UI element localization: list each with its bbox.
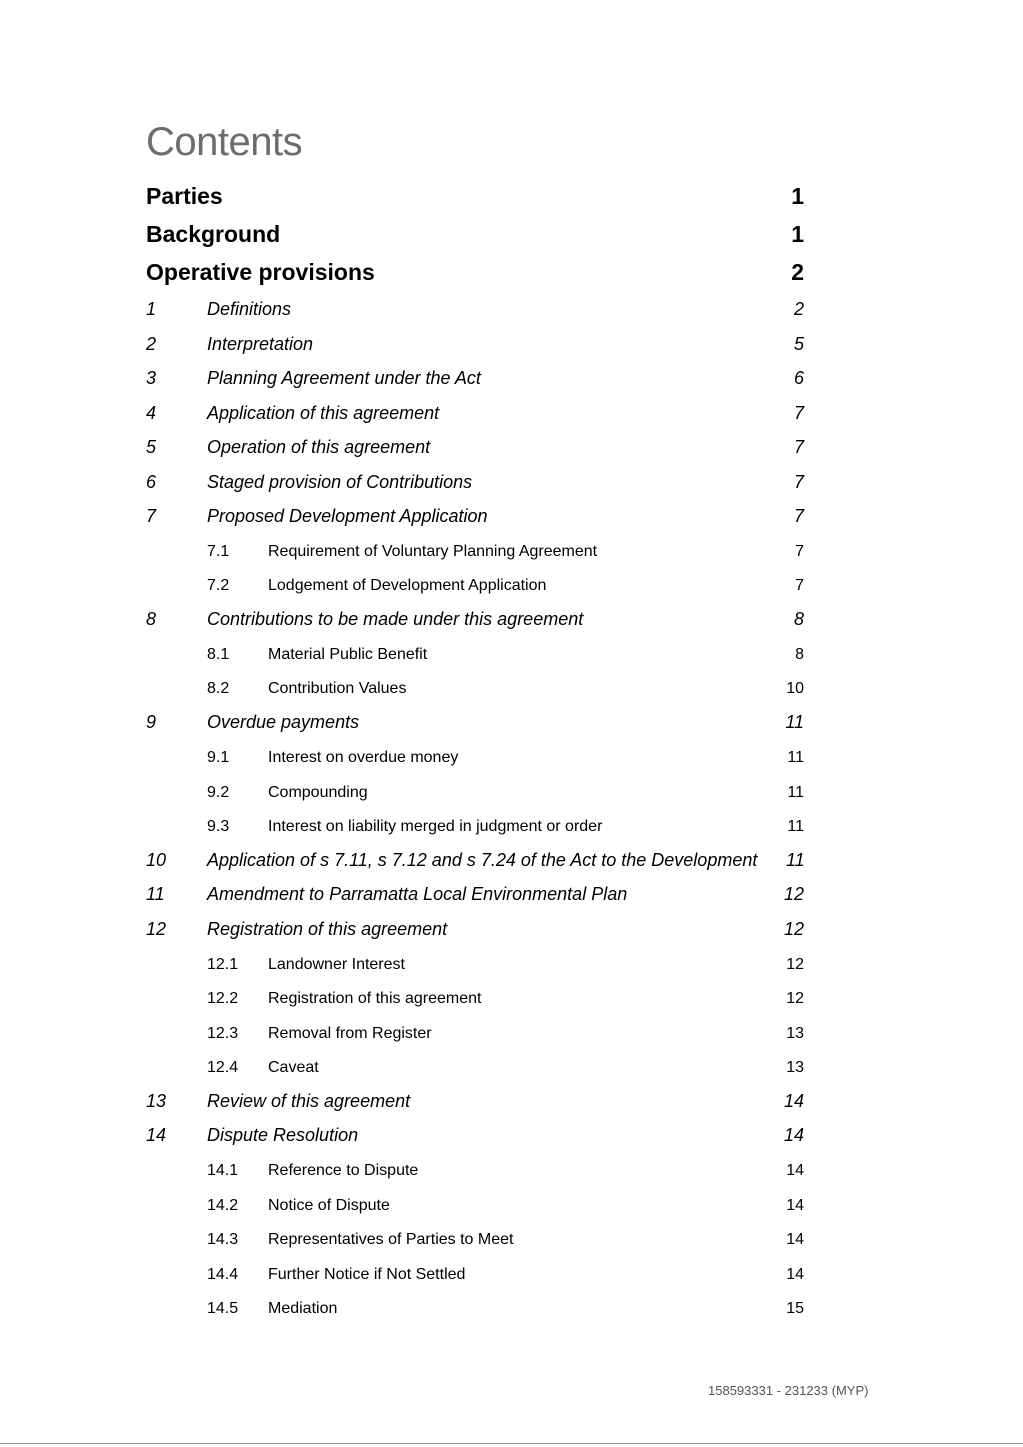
toc-label: Caveat: [268, 1059, 319, 1076]
toc-page-number: 11: [787, 784, 804, 801]
toc-page-number: 14: [786, 1162, 804, 1179]
toc-label: Lodgement of Development Application: [268, 577, 547, 594]
toc-label: Interest on overdue money: [268, 749, 459, 766]
toc-number: 9: [146, 712, 157, 732]
toc-number: 12.4: [207, 1059, 239, 1076]
toc-number: 14.4: [207, 1266, 239, 1283]
toc-label: Background: [146, 221, 281, 247]
toc-page-number: 14: [783, 1091, 804, 1111]
toc-label: Mediation: [268, 1300, 338, 1317]
toc-label: Landowner Interest: [268, 956, 405, 973]
toc-label: Reference to Dispute: [268, 1162, 419, 1179]
toc-label: Compounding: [268, 784, 368, 801]
toc-page-number: 7: [793, 437, 804, 457]
toc-number: 7: [146, 506, 157, 526]
toc-number: 14: [146, 1125, 167, 1145]
toc-page-number: 5: [793, 334, 804, 354]
toc-label: Material Public Benefit: [268, 646, 428, 663]
toc-page-number: 12: [783, 884, 804, 904]
toc-page-number: 7: [795, 543, 804, 560]
toc-number: 4: [146, 403, 157, 423]
toc-number: 7.1: [207, 543, 230, 560]
toc-label: Further Notice if Not Settled: [268, 1266, 466, 1283]
toc-page-number: 10: [786, 680, 804, 697]
toc-number: 14.1: [207, 1162, 239, 1179]
toc-number: 9.3: [207, 818, 230, 835]
toc-label: Parties: [146, 183, 223, 209]
page-edge-divider: [0, 1443, 1023, 1444]
toc-number: 10: [146, 850, 167, 870]
toc-number: 6: [146, 472, 157, 492]
toc-label: Proposed Development Application: [207, 506, 488, 526]
toc-number: 14.2: [207, 1197, 239, 1214]
toc-number: 12.2: [207, 990, 239, 1007]
document-reference: 158593331 - 231233 (MYP): [708, 1383, 869, 1398]
toc-page-number: 14: [786, 1266, 804, 1283]
toc-page-number: 15: [786, 1300, 804, 1317]
toc-label: Registration of this agreement: [207, 919, 448, 939]
toc-page-number: 6: [793, 368, 804, 388]
toc-number: 11: [146, 884, 165, 904]
toc-page-number: 11: [785, 712, 804, 732]
toc-label: Staged provision of Contributions: [207, 472, 473, 492]
toc-page-number: 1: [791, 221, 804, 247]
toc-label: Representatives of Parties to Meet: [268, 1231, 514, 1248]
toc-number: 1: [146, 299, 157, 319]
toc-label: Notice of Dispute: [268, 1197, 390, 1214]
toc-label: Overdue payments: [207, 712, 360, 732]
toc-number: 8: [146, 609, 157, 629]
toc-label: Registration of this agreement: [268, 990, 482, 1007]
toc-page-number: 13: [786, 1025, 804, 1042]
toc-page-number: 7: [795, 577, 804, 594]
toc-page-number: 14: [783, 1125, 804, 1145]
toc-label: Review of this agreement: [207, 1091, 411, 1111]
toc-number: 14.3: [207, 1231, 239, 1248]
toc-page-number: 11: [787, 818, 804, 835]
toc-label: Removal from Register: [268, 1025, 432, 1042]
toc-page-number: 11: [786, 850, 805, 870]
toc-page-number: 8: [795, 646, 804, 663]
toc-label: Planning Agreement under the Act: [207, 368, 481, 388]
toc-label: Operative provisions: [146, 259, 375, 285]
toc-number: 13: [146, 1091, 167, 1111]
toc-number: 9.2: [207, 784, 230, 801]
toc-page-number: 12: [786, 956, 804, 973]
toc-page-number: 11: [787, 749, 804, 766]
toc-page-number: 7: [793, 506, 804, 526]
toc-label: Interest on liability merged in judgment or order: [268, 818, 603, 835]
toc-label: Definitions: [207, 299, 292, 319]
toc-page-number: 1: [791, 183, 804, 209]
toc-page-number: 2: [793, 299, 804, 319]
toc-number: 8.1: [207, 646, 230, 663]
toc-label: Application of s 7.11, s 7.12 and s 7.24 of the Act to the Development: [207, 850, 758, 870]
toc-page-number: 14: [786, 1197, 804, 1214]
toc-number: 2: [146, 334, 157, 354]
toc-page-number: 14: [786, 1231, 804, 1248]
toc-page-number: 7: [793, 403, 804, 423]
toc-page-number: 13: [786, 1059, 804, 1076]
toc-page-number: 12: [786, 990, 804, 1007]
toc-number: 12.3: [207, 1025, 239, 1042]
contents-heading: Contents: [146, 120, 303, 164]
toc-page-number: 8: [793, 609, 804, 629]
toc-number: 5: [146, 437, 157, 457]
toc-page-number: 7: [793, 472, 804, 492]
toc-number: 12: [146, 919, 167, 939]
toc-label: Dispute Resolution: [207, 1125, 359, 1145]
toc-number: 7.2: [207, 577, 230, 594]
toc-label: Amendment to Parramatta Local Environmental Plan: [207, 884, 628, 904]
toc-label: Application of this agreement: [207, 403, 440, 423]
toc-label: Contribution Values: [268, 680, 407, 697]
toc-page-number: 2: [791, 259, 804, 285]
toc-label: Contributions to be made under this agreement: [207, 609, 584, 629]
toc-number: 9.1: [207, 749, 230, 766]
toc-label: Requirement of Voluntary Planning Agreement: [268, 543, 598, 560]
toc-label: Operation of this agreement: [207, 437, 431, 457]
toc-page-number: 12: [783, 919, 804, 939]
toc-number: 14.5: [207, 1300, 239, 1317]
toc-label: Interpretation: [207, 334, 314, 354]
toc-number: 8.2: [207, 680, 230, 697]
toc-number: 3: [146, 368, 157, 388]
toc-number: 12.1: [207, 956, 239, 973]
